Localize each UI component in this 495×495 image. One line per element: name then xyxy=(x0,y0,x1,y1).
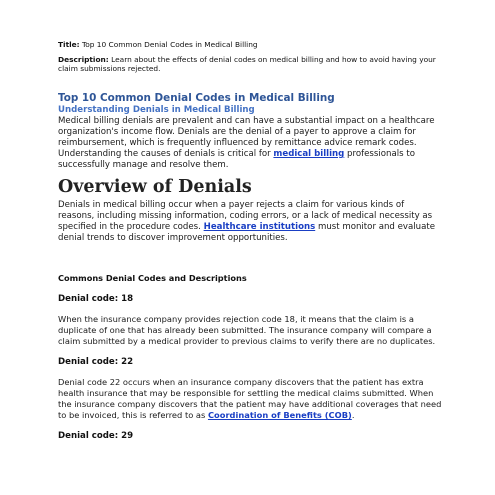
intro-text-after-link: professionals to successfully manage and resolve them. xyxy=(58,149,415,170)
code-22-text-after-link: . xyxy=(351,410,355,420)
intro-subheading: Understanding Denials in Medical Billing xyxy=(58,105,255,115)
medical-billing-link[interactable]: medical billing xyxy=(273,149,345,159)
meta-description-value: Learn about the effects of denial codes on medical billing and how to avoid having your claim submissions rejected. xyxy=(58,55,436,73)
denial-code-22-text xyxy=(58,377,442,421)
overview-text-before-link: Denials in medical billing occur when a payer rejects a claim for various kinds of reasons, including missing information, coding errors, or a lack of medical necessity as specified in the procedure codes. xyxy=(58,200,433,232)
intro-text-before-link: Medical billing denials are prevalent and can have a substantial impact on a healthcare organization's income flow. Denials are the denial of a payer to approve a claim for reimbursement, which is frequently influenced by remittance advice remark codes. Understanding the causes of denials is critical for xyxy=(58,116,435,159)
overview-text-after-link: must monitor and evaluate denial trends to discover improvement opportunities. xyxy=(58,222,435,243)
denial-code-29-heading: Denial code: 29 xyxy=(58,431,134,441)
meta-title xyxy=(58,40,442,49)
denial-code-22-heading: Denial code: 22 xyxy=(58,357,134,367)
intro-paragraph xyxy=(58,116,442,171)
denial-code-18-text: When the insurance company provides rejection code 18, it means that the claim is a duplicate of one that has already been submitted. The insurance company will compare a claim submitted by a medical provider to previous claims to verify there are no duplicates. xyxy=(58,314,436,346)
meta-title-value: Top 10 Common Denial Codes in Medical Billing xyxy=(81,40,258,49)
codes-section-label: Commons Denial Codes and Descriptions xyxy=(58,273,247,283)
denial-code-18-heading: Denial code: 18 xyxy=(58,294,134,304)
code-22-text-before-link: Denial code 22 occurs when an insurance company discovers that the patient has extra health insurance that may be responsible for settling the medical claims submitted. When the insurance company discovers that the patient may have additional coverages that need to be invoiced, this is referred to as xyxy=(58,377,442,420)
meta-description-label: Description: xyxy=(58,55,109,64)
overview-paragraph xyxy=(58,200,442,244)
healthcare-institutions-link[interactable]: Healthcare institutions xyxy=(203,222,316,232)
meta-description xyxy=(58,55,442,73)
meta-title-label: Title: xyxy=(58,40,80,49)
document-page xyxy=(58,40,442,442)
coordination-of-benefits-link[interactable]: Coordination of Benefits (COB) xyxy=(207,410,352,420)
intro-heading: Top 10 Common Denial Codes in Medical Billing xyxy=(58,92,335,104)
overview-heading: Overview of Denials xyxy=(58,177,252,197)
